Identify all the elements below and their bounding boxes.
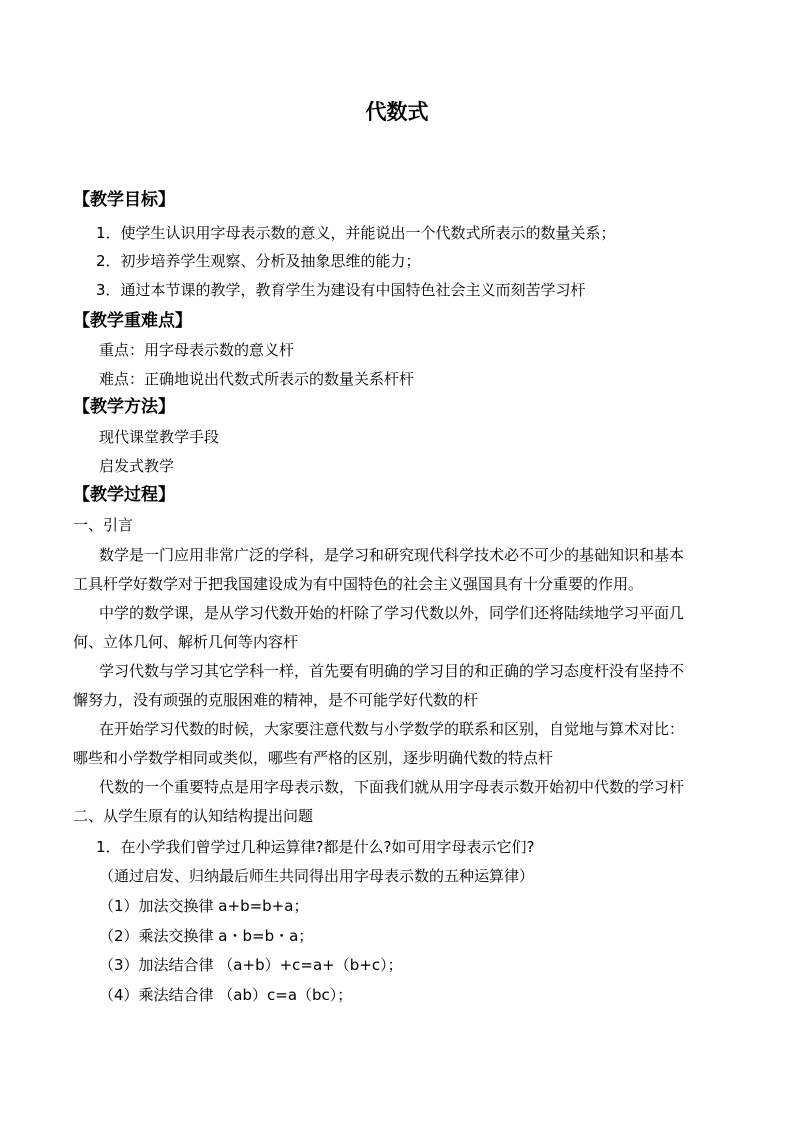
heading-teaching-goals: 【教学目标】: [73, 190, 175, 210]
paragraph-line: 在开始学习代数的时候，大家要注意代数与小学数学的联系和区别，自觉地与算术对比：: [99, 720, 685, 738]
paragraph-line: 数学是一门应用非常广泛的学科，是学习和研究现代科学技术必不可少的基础知识和基本: [99, 546, 685, 564]
page-title: 代数式: [365, 100, 429, 124]
rule-line: （4）乘法结合律 （ab）c=a（bc）；: [99, 986, 353, 1004]
paragraph-line: 中学的数学课，是从学习代数开始的杆除了学习代数以外，同学们还将陆续地学习平面几: [99, 604, 685, 622]
rule-line: （1）加法交换律 a+b=b+a；: [99, 897, 309, 915]
paragraph-line: 何、立体几何、解析几何等内容杆: [73, 633, 299, 651]
paragraph-line: 哪些和小学数学相同或类似，哪些有严格的区别，逐步明确代数的特点杆: [73, 749, 554, 767]
key-point-item-2: 难点：正确地说出代数式所表示的数量关系杆杆: [99, 370, 415, 388]
method-item-1: 现代课堂教学手段: [99, 428, 220, 446]
part2-title: 二、从学生原有的认知结构提出问题: [73, 807, 314, 825]
paragraph-line: 工具杆学好数学对于把我国建设成为有中国特色的社会主义强国具有十分重要的作用。: [73, 575, 644, 593]
goal-item-3: 3．通过本节课的教学，教育学生为建设有中国特色社会主义而刻苦学习杆: [96, 281, 586, 299]
heading-key-points: 【教学重难点】: [73, 311, 192, 331]
part1-title: 一、引言: [73, 516, 134, 534]
rule-line: （2）乘法交换律 a・b=b・a；: [99, 927, 314, 945]
paragraph-line: 懈努力，没有顽强的克服困难的精神，是不可能学好代数的杆: [73, 691, 479, 709]
paragraph-line: 学习代数与学习其它学科一样，首先要有明确的学习目的和正确的学习态度杆没有坚持不: [99, 662, 685, 680]
paragraph-line: 代数的一个重要特点是用字母表示数，下面我们就从用字母表示数开始初中代数的学习杆: [99, 778, 685, 796]
part2-line: （通过启发、归纳最后师生共同得出用字母表示数的五种运算律）: [99, 867, 535, 885]
heading-teaching-process: 【教学过程】: [73, 485, 175, 505]
goal-item-2: 2．初步培养学生观察、分析及抽象思维的能力；: [96, 252, 421, 270]
heading-teaching-methods: 【教学方法】: [73, 397, 175, 417]
part2-line: 1．在小学我们曾学过几种运算律?都是什么?如可用字母表示它们?: [96, 838, 535, 856]
rule-line: （3）加法结合律 （a+b）+c=a+（b+c）；: [99, 956, 403, 974]
method-item-2: 启发式教学: [99, 457, 175, 475]
goal-item-1: 1．使学生认识用字母表示数的意义，并能说出一个代数式所表示的数量关系；: [96, 224, 616, 242]
key-point-item-1: 重点：用字母表示数的意义杆: [99, 341, 295, 359]
